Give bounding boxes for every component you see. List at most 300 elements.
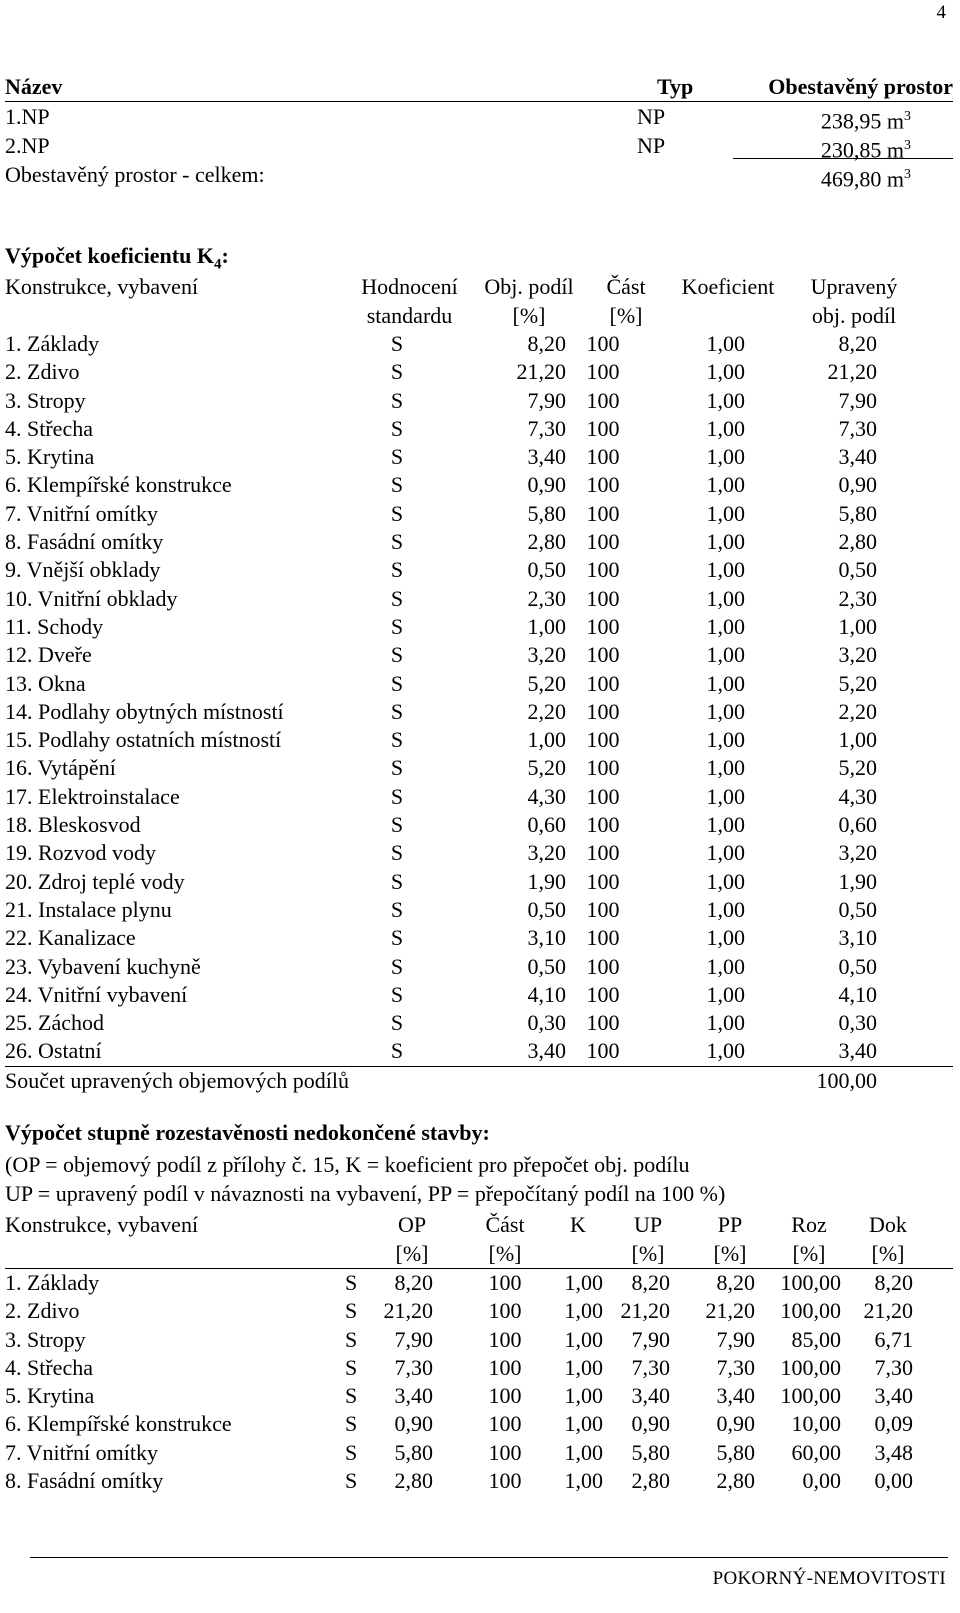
progress-cell-k: 1,00 bbox=[564, 1354, 603, 1380]
k4-header-obj-2: [%] bbox=[512, 303, 546, 328]
table-row bbox=[5, 1037, 953, 1065]
k4-cell-obj: 3,40 bbox=[527, 444, 566, 470]
volume-total-row bbox=[5, 160, 953, 192]
k4-cell-cast: 100 bbox=[586, 670, 620, 696]
k4-cell-name: 22. Kanalizace bbox=[5, 925, 136, 951]
k4-cell-cast: 100 bbox=[586, 359, 620, 385]
k4-cell-hod: S bbox=[390, 500, 404, 526]
progress-cell-name: 3. Stropy bbox=[5, 1326, 86, 1352]
k4-cell-hod: S bbox=[390, 1038, 404, 1064]
k4-sum-label: Součet upravených objemových podílů bbox=[5, 1067, 349, 1093]
k4-cell-cast: 100 bbox=[586, 613, 620, 639]
k4-cell-hod: S bbox=[390, 359, 404, 385]
k4-title: Výpočet koeficientu $K_4$: bbox=[5, 243, 229, 273]
progress-cell-k: 1,00 bbox=[564, 1468, 603, 1494]
progress-cell-name: 5. Krytina bbox=[5, 1383, 95, 1409]
k4-cell-obj: 7,90 bbox=[527, 387, 566, 413]
k4-cell-koef: 1,00 bbox=[706, 529, 745, 555]
k4-cell-koef: 1,00 bbox=[706, 500, 745, 526]
k4-cell-obj: 0,50 bbox=[527, 953, 566, 979]
volume-header-value: Obestavěný prostor bbox=[768, 74, 953, 99]
k4-cell-upr: 0,50 bbox=[838, 896, 877, 922]
k4-cell-cast: 100 bbox=[586, 529, 620, 555]
k4-rows bbox=[5, 330, 953, 1066]
k4-cell-cast: 100 bbox=[586, 585, 620, 611]
k4-cell-cast: 100 bbox=[586, 953, 620, 979]
k4-cell-koef: 1,00 bbox=[706, 472, 745, 498]
k4-cell-hod: S bbox=[390, 613, 404, 639]
k4-header-cast-2: [%] bbox=[609, 303, 643, 328]
progress-cell-dok: 3,48 bbox=[874, 1439, 913, 1465]
progress-cell-dok: 0,00 bbox=[874, 1468, 913, 1494]
progress-cell-name: 4. Střecha bbox=[5, 1354, 93, 1380]
progress-cell-pp: 7,30 bbox=[716, 1354, 755, 1380]
k4-cell-cast: 100 bbox=[586, 896, 620, 922]
progress-cell-k: 1,00 bbox=[564, 1270, 603, 1295]
footer-company: POKORNÝ-NEMOVITOSTI bbox=[712, 1568, 946, 1589]
progress-cell-cast: 100 bbox=[488, 1468, 522, 1494]
table-row bbox=[5, 670, 953, 698]
progress-cell-op: 0,90 bbox=[394, 1411, 433, 1437]
progress-cell-roz: 100,00 bbox=[780, 1383, 841, 1409]
progress-header-dok: Dok bbox=[869, 1212, 907, 1237]
k4-cell-koef: 1,00 bbox=[706, 925, 745, 951]
volume-header-type: Typ bbox=[657, 74, 694, 99]
progress-cell-k: 1,00 bbox=[564, 1298, 603, 1324]
volume-row-value: 230,85 $m^3$ bbox=[820, 137, 911, 163]
k4-cell-upr: 7,30 bbox=[838, 415, 877, 441]
k4-cell-cast: 100 bbox=[586, 331, 620, 356]
progress-cell-dok: 7,30 bbox=[874, 1354, 913, 1380]
k4-cell-koef: 1,00 bbox=[706, 444, 745, 470]
table-row bbox=[5, 981, 953, 1009]
k4-cell-hod: S bbox=[390, 642, 404, 668]
k4-table bbox=[5, 272, 953, 1095]
k4-cell-obj: 1,00 bbox=[527, 613, 566, 639]
k4-cell-obj: 5,80 bbox=[527, 500, 566, 526]
progress-cell-op: 3,40 bbox=[394, 1383, 433, 1409]
volume-row-name: 1.NP bbox=[5, 104, 50, 129]
k4-cell-upr: 2,80 bbox=[838, 529, 877, 555]
k4-cell-upr: 0,50 bbox=[838, 557, 877, 583]
table-row bbox=[5, 443, 953, 471]
footer-divider bbox=[30, 1557, 948, 1558]
progress-cell-roz: 10,00 bbox=[791, 1411, 841, 1437]
progress-header-pp-2: [%] bbox=[713, 1241, 747, 1266]
k4-cell-koef: 1,00 bbox=[706, 613, 745, 639]
progress-header-pp: PP bbox=[717, 1212, 743, 1237]
k4-cell-hod: S bbox=[390, 472, 404, 498]
k4-cell-hod: S bbox=[390, 415, 404, 441]
k4-cell-koef: 1,00 bbox=[706, 896, 745, 922]
k4-cell-upr: 1,90 bbox=[838, 868, 877, 894]
k4-cell-koef: 1,00 bbox=[706, 840, 745, 866]
k4-cell-koef: 1,00 bbox=[706, 331, 745, 356]
progress-header-op-2: [%] bbox=[395, 1241, 429, 1266]
k4-cell-cast: 100 bbox=[586, 444, 620, 470]
progress-cell-cast: 100 bbox=[488, 1298, 522, 1324]
k4-cell-obj: 4,10 bbox=[527, 981, 566, 1007]
k4-cell-name: 8. Fasádní omítky bbox=[5, 529, 164, 555]
k4-cell-upr: 5,80 bbox=[838, 500, 877, 526]
k4-cell-cast: 100 bbox=[586, 1038, 620, 1064]
k4-cell-hod: S bbox=[390, 981, 404, 1007]
k4-cell-upr: 4,30 bbox=[838, 783, 877, 809]
progress-rows bbox=[5, 1269, 953, 1495]
progress-header-name: Konstrukce, vybavení bbox=[5, 1212, 199, 1237]
progress-cell-s: S bbox=[345, 1439, 358, 1465]
k4-cell-hod: S bbox=[390, 529, 404, 555]
volume-row-type: NP bbox=[637, 104, 666, 129]
progress-table bbox=[5, 1210, 953, 1495]
k4-cell-upr: 0,30 bbox=[838, 1010, 877, 1036]
progress-header-k: K bbox=[570, 1212, 586, 1237]
progress-cell-dok: 3,40 bbox=[874, 1383, 913, 1409]
k4-cell-name: 14. Podlahy obytných místností bbox=[5, 698, 284, 724]
progress-intro-1: (OP = objemový podíl z přílohy č. 15, K = koeficient pro přepočet obj. podílu bbox=[5, 1152, 690, 1177]
progress-cell-pp: 3,40 bbox=[716, 1383, 755, 1409]
table-row bbox=[5, 839, 953, 867]
k4-cell-hod: S bbox=[390, 868, 404, 894]
table-row bbox=[5, 585, 953, 613]
k4-cell-koef: 1,00 bbox=[706, 783, 745, 809]
k4-cell-hod: S bbox=[390, 1010, 404, 1036]
table-row bbox=[5, 1467, 953, 1495]
k4-cell-cast: 100 bbox=[586, 698, 620, 724]
table-row bbox=[5, 811, 953, 839]
k4-cell-obj: 8,20 bbox=[527, 331, 566, 356]
progress-cell-up: 5,80 bbox=[631, 1439, 670, 1465]
k4-cell-upr: 0,60 bbox=[838, 812, 877, 838]
volume-row-name: 2.NP bbox=[5, 133, 50, 158]
progress-cell-dok: 6,71 bbox=[874, 1326, 913, 1352]
progress-cell-roz: 100,00 bbox=[780, 1354, 841, 1380]
table-row bbox=[5, 613, 953, 641]
k4-cell-koef: 1,00 bbox=[706, 953, 745, 979]
k4-cell-obj: 4,30 bbox=[527, 783, 566, 809]
k4-cell-koef: 1,00 bbox=[706, 1038, 745, 1064]
progress-cell-s: S bbox=[345, 1298, 358, 1324]
k4-cell-cast: 100 bbox=[586, 812, 620, 838]
k4-cell-upr: 5,20 bbox=[838, 670, 877, 696]
k4-cell-upr: 2,30 bbox=[838, 585, 877, 611]
k4-header-upr-2: obj. podíl bbox=[811, 303, 897, 328]
progress-cell-s: S bbox=[345, 1383, 358, 1409]
progress-cell-up: 0,90 bbox=[631, 1411, 670, 1437]
table-row bbox=[5, 641, 953, 669]
progress-cell-k: 1,00 bbox=[564, 1439, 603, 1465]
table-row bbox=[5, 1382, 953, 1410]
progress-cell-dok: 21,20 bbox=[863, 1298, 913, 1324]
progress-cell-up: 8,20 bbox=[631, 1270, 670, 1295]
k4-header-upr: Upravený bbox=[810, 274, 898, 299]
k4-cell-cast: 100 bbox=[586, 925, 620, 951]
k4-cell-koef: 1,00 bbox=[706, 868, 745, 894]
k4-header-name: Konstrukce, vybavení bbox=[5, 274, 199, 299]
progress-cell-s: S bbox=[345, 1468, 358, 1494]
progress-cell-up: 3,40 bbox=[631, 1383, 670, 1409]
progress-cell-pp: 0,90 bbox=[716, 1411, 755, 1437]
k4-cell-koef: 1,00 bbox=[706, 585, 745, 611]
progress-cell-cast: 100 bbox=[488, 1326, 522, 1352]
k4-cell-name: 25. Záchod bbox=[5, 1010, 104, 1036]
progress-cell-name: 6. Klempířské konstrukce bbox=[5, 1411, 232, 1437]
progress-cell-up: 7,30 bbox=[631, 1354, 670, 1380]
progress-title: Výpočet stupně rozestavěnosti nedokončené stavby: bbox=[5, 1120, 490, 1145]
progress-cell-op: 21,20 bbox=[383, 1298, 433, 1324]
progress-cell-op: 7,30 bbox=[394, 1354, 433, 1380]
progress-cell-pp: 5,80 bbox=[716, 1439, 755, 1465]
k4-cell-name: 3. Stropy bbox=[5, 387, 86, 413]
k4-cell-obj: 1,90 bbox=[527, 868, 566, 894]
k4-cell-name: 11. Schody bbox=[5, 613, 104, 639]
k4-cell-cast: 100 bbox=[586, 1010, 620, 1036]
table-row bbox=[5, 1326, 953, 1354]
k4-cell-hod: S bbox=[390, 925, 404, 951]
progress-cell-cast: 100 bbox=[488, 1354, 522, 1380]
progress-cell-op: 2,80 bbox=[394, 1468, 433, 1494]
volume-row bbox=[5, 102, 953, 134]
k4-cell-hod: S bbox=[390, 387, 404, 413]
k4-cell-obj: 0,50 bbox=[527, 557, 566, 583]
k4-cell-name: 16. Vytápění bbox=[5, 755, 116, 781]
volume-row bbox=[5, 131, 953, 163]
table-row bbox=[5, 896, 953, 924]
k4-header-row-2 bbox=[5, 301, 953, 330]
volume-header-row bbox=[5, 72, 953, 102]
progress-cell-k: 1,00 bbox=[564, 1326, 603, 1352]
progress-header-roz-2: [%] bbox=[792, 1241, 826, 1266]
k4-cell-obj: 7,30 bbox=[527, 415, 566, 441]
table-row bbox=[5, 1410, 953, 1438]
k4-header-obj: Obj. podíl bbox=[484, 274, 574, 299]
k4-cell-name: 23. Vybavení kuchyně bbox=[5, 953, 201, 979]
volume-sum-line bbox=[733, 158, 953, 159]
table-row bbox=[5, 500, 953, 528]
progress-header-cast-2: [%] bbox=[488, 1241, 522, 1266]
progress-header-up-2: [%] bbox=[631, 1241, 665, 1266]
k4-cell-upr: 3,40 bbox=[838, 444, 877, 470]
k4-cell-name: 12. Dveře bbox=[5, 642, 92, 668]
k4-cell-name: 17. Elektroinstalace bbox=[5, 783, 180, 809]
page-number: 4 bbox=[936, 2, 946, 23]
table-row bbox=[5, 556, 953, 584]
k4-cell-koef: 1,00 bbox=[706, 755, 745, 781]
progress-cell-cast: 100 bbox=[488, 1439, 522, 1465]
progress-cell-cast: 100 bbox=[488, 1270, 522, 1295]
progress-cell-s: S bbox=[345, 1354, 358, 1380]
table-row bbox=[5, 1297, 953, 1325]
table-row bbox=[5, 1269, 953, 1297]
progress-cell-name: 2. Zdivo bbox=[5, 1298, 80, 1324]
table-row bbox=[5, 528, 953, 556]
progress-header-roz: Roz bbox=[791, 1212, 827, 1237]
table-row bbox=[5, 726, 953, 754]
k4-cell-obj: 21,20 bbox=[516, 359, 566, 385]
progress-cell-op: 7,90 bbox=[394, 1326, 433, 1352]
progress-cell-cast: 100 bbox=[488, 1383, 522, 1409]
k4-cell-obj: 3,40 bbox=[527, 1038, 566, 1064]
k4-cell-obj: 5,20 bbox=[527, 755, 566, 781]
k4-cell-hod: S bbox=[390, 698, 404, 724]
k4-cell-obj: 1,00 bbox=[527, 727, 566, 753]
k4-header-row bbox=[5, 272, 953, 301]
k4-cell-cast: 100 bbox=[586, 500, 620, 526]
k4-cell-koef: 1,00 bbox=[706, 670, 745, 696]
k4-cell-cast: 100 bbox=[586, 981, 620, 1007]
k4-cell-koef: 1,00 bbox=[706, 642, 745, 668]
progress-cell-name: 8. Fasádní omítky bbox=[5, 1468, 164, 1494]
k4-cell-name: 9. Vnější obklady bbox=[5, 557, 161, 583]
progress-cell-name: 1. Základy bbox=[5, 1270, 100, 1295]
progress-cell-cast: 100 bbox=[488, 1411, 522, 1437]
k4-cell-name: 10. Vnitřní obklady bbox=[5, 585, 178, 611]
k4-cell-name: 19. Rozvod vody bbox=[5, 840, 156, 866]
table-row bbox=[5, 1439, 953, 1467]
k4-cell-cast: 100 bbox=[586, 727, 620, 753]
k4-cell-koef: 1,00 bbox=[706, 1010, 745, 1036]
progress-cell-up: 21,20 bbox=[620, 1298, 670, 1324]
k4-cell-name: 4. Střecha bbox=[5, 415, 93, 441]
progress-cell-pp: 8,20 bbox=[716, 1270, 755, 1295]
k4-cell-name: 24. Vnitřní vybavení bbox=[5, 981, 188, 1007]
k4-cell-hod: S bbox=[390, 953, 404, 979]
k4-sum-value: 100,00 bbox=[816, 1067, 877, 1093]
volume-total-value: 469,80 $m^3$ bbox=[820, 166, 911, 192]
progress-cell-dok: 8,20 bbox=[874, 1270, 913, 1295]
k4-cell-name: 2. Zdivo bbox=[5, 359, 80, 385]
k4-cell-cast: 100 bbox=[586, 642, 620, 668]
k4-cell-hod: S bbox=[390, 331, 404, 356]
volume-row-type: NP bbox=[637, 133, 666, 158]
progress-cell-k: 1,00 bbox=[564, 1383, 603, 1409]
k4-cell-name: 18. Bleskosvod bbox=[5, 812, 141, 838]
volume-table bbox=[5, 72, 953, 192]
k4-cell-obj: 0,60 bbox=[527, 812, 566, 838]
k4-cell-obj: 3,20 bbox=[527, 840, 566, 866]
k4-cell-hod: S bbox=[390, 670, 404, 696]
k4-cell-hod: S bbox=[390, 727, 404, 753]
table-row bbox=[5, 358, 953, 386]
table-row bbox=[5, 387, 953, 415]
progress-cell-roz: 60,00 bbox=[791, 1439, 841, 1465]
k4-cell-obj: 3,10 bbox=[527, 925, 566, 951]
progress-cell-s: S bbox=[345, 1411, 358, 1437]
k4-cell-cast: 100 bbox=[586, 840, 620, 866]
k4-cell-name: 6. Klempířské konstrukce bbox=[5, 472, 232, 498]
k4-cell-name: 1. Základy bbox=[5, 331, 100, 356]
k4-cell-name: 7. Vnitřní omítky bbox=[5, 500, 158, 526]
k4-cell-upr: 1,00 bbox=[838, 613, 877, 639]
progress-cell-up: 7,90 bbox=[631, 1326, 670, 1352]
table-row bbox=[5, 330, 953, 358]
k4-cell-koef: 1,00 bbox=[706, 557, 745, 583]
k4-cell-obj: 5,20 bbox=[527, 670, 566, 696]
progress-cell-name: 7. Vnitřní omítky bbox=[5, 1439, 158, 1465]
progress-cell-pp: 2,80 bbox=[716, 1468, 755, 1494]
progress-cell-op: 5,80 bbox=[394, 1439, 433, 1465]
k4-cell-upr: 3,20 bbox=[838, 840, 877, 866]
k4-cell-koef: 1,00 bbox=[706, 698, 745, 724]
k4-cell-name: 5. Krytina bbox=[5, 444, 95, 470]
k4-cell-obj: 0,30 bbox=[527, 1010, 566, 1036]
progress-cell-k: 1,00 bbox=[564, 1411, 603, 1437]
k4-header-koef: Koeficient bbox=[681, 274, 775, 299]
k4-cell-upr: 3,40 bbox=[838, 1038, 877, 1064]
k4-cell-cast: 100 bbox=[586, 415, 620, 441]
k4-cell-name: 13. Okna bbox=[5, 670, 86, 696]
k4-cell-hod: S bbox=[390, 755, 404, 781]
progress-header-row-2 bbox=[5, 1239, 953, 1269]
progress-cell-pp: 7,90 bbox=[716, 1326, 755, 1352]
k4-cell-koef: 1,00 bbox=[706, 727, 745, 753]
table-row bbox=[5, 924, 953, 952]
volume-header-name: Název bbox=[5, 74, 63, 99]
k4-cell-hod: S bbox=[390, 783, 404, 809]
k4-cell-obj: 0,50 bbox=[527, 896, 566, 922]
progress-cell-up: 2,80 bbox=[631, 1468, 670, 1494]
k4-cell-upr: 0,50 bbox=[838, 953, 877, 979]
progress-cell-op: 8,20 bbox=[394, 1270, 433, 1295]
k4-cell-koef: 1,00 bbox=[706, 359, 745, 385]
k4-cell-hod: S bbox=[390, 812, 404, 838]
k4-cell-obj: 2,20 bbox=[527, 698, 566, 724]
k4-cell-upr: 21,20 bbox=[827, 359, 877, 385]
k4-cell-obj: 0,90 bbox=[527, 472, 566, 498]
table-row bbox=[5, 1009, 953, 1037]
k4-cell-hod: S bbox=[390, 557, 404, 583]
k4-cell-koef: 1,00 bbox=[706, 387, 745, 413]
k4-cell-hod: S bbox=[390, 896, 404, 922]
k4-cell-koef: 1,00 bbox=[706, 981, 745, 1007]
k4-cell-name: 20. Zdroj teplé vody bbox=[5, 868, 185, 894]
k4-cell-name: 21. Instalace plynu bbox=[5, 896, 172, 922]
k4-cell-upr: 5,20 bbox=[838, 755, 877, 781]
progress-cell-s: S bbox=[345, 1270, 358, 1295]
table-row bbox=[5, 698, 953, 726]
k4-cell-name: 26. Ostatní bbox=[5, 1038, 102, 1064]
k4-cell-upr: 2,20 bbox=[838, 698, 877, 724]
table-row bbox=[5, 415, 953, 443]
k4-cell-upr: 4,10 bbox=[838, 981, 877, 1007]
table-row bbox=[5, 953, 953, 981]
progress-cell-roz: 85,00 bbox=[791, 1326, 841, 1352]
k4-cell-hod: S bbox=[390, 444, 404, 470]
progress-cell-roz: 0,00 bbox=[802, 1468, 841, 1494]
k4-cell-upr: 3,20 bbox=[838, 642, 877, 668]
progress-header-cast: Část bbox=[485, 1212, 525, 1237]
k4-header-cast: Část bbox=[606, 274, 646, 299]
table-row bbox=[5, 868, 953, 896]
k4-cell-cast: 100 bbox=[586, 755, 620, 781]
k4-cell-hod: S bbox=[390, 840, 404, 866]
progress-intro-2: UP = upravený podíl v návaznosti na vybavení, PP = přepočítaný podíl na 100 %) bbox=[5, 1181, 726, 1206]
k4-cell-upr: 8,20 bbox=[838, 331, 877, 356]
progress-cell-dok: 0,09 bbox=[874, 1411, 913, 1437]
k4-cell-cast: 100 bbox=[586, 387, 620, 413]
k4-cell-obj: 3,20 bbox=[527, 642, 566, 668]
k4-sum-row bbox=[5, 1066, 953, 1095]
progress-cell-roz: 100,00 bbox=[780, 1298, 841, 1324]
k4-cell-cast: 100 bbox=[586, 557, 620, 583]
k4-header-hod-2: standardu bbox=[366, 303, 453, 328]
k4-cell-koef: 1,00 bbox=[706, 812, 745, 838]
table-row bbox=[5, 754, 953, 782]
progress-cell-s: S bbox=[345, 1326, 358, 1352]
k4-cell-cast: 100 bbox=[586, 783, 620, 809]
k4-cell-koef: 1,00 bbox=[706, 415, 745, 441]
progress-header-row bbox=[5, 1210, 953, 1239]
